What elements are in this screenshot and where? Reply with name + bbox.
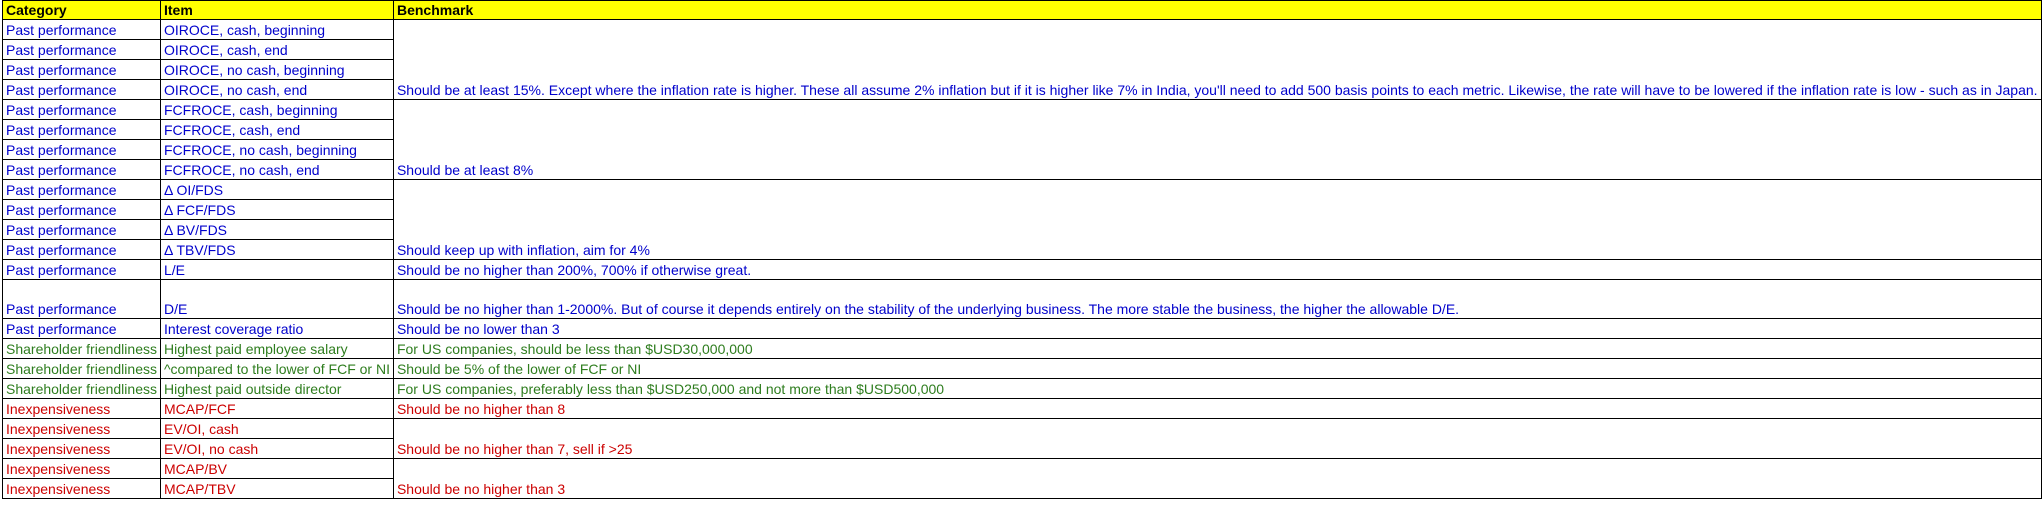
- item-cell[interactable]: MCAP/TBV: [160, 479, 393, 499]
- table-row: [3, 260, 2042, 280]
- category-cell[interactable]: Past performance: [3, 160, 161, 180]
- header-benchmark[interactable]: Benchmark: [393, 1, 2041, 20]
- category-cell[interactable]: Inexpensiveness: [3, 439, 161, 459]
- item-cell[interactable]: FCFROCE, cash, end: [160, 120, 393, 140]
- table-row: [3, 280, 2042, 319]
- item-cell[interactable]: Interest coverage ratio: [160, 319, 393, 339]
- item-cell[interactable]: L/E: [160, 260, 393, 280]
- benchmark-cell[interactable]: Should be at least 15%. Except where the inflation rate is higher. These all assume 2% inflation but if it is higher like 7% in India, you'll need to add 500 basis points to each metric. Likewise, the rate will have to be lowered if the inflation rate is low - such as in Japan.: [393, 20, 2041, 100]
- benchmark-cell[interactable]: Should be at least 8%: [393, 100, 2041, 180]
- item-cell[interactable]: Highest paid employee salary: [160, 339, 393, 359]
- category-cell[interactable]: Past performance: [3, 319, 161, 339]
- table-row: [3, 379, 2042, 399]
- category-cell[interactable]: Past performance: [3, 200, 161, 220]
- category-cell[interactable]: Shareholder friendliness: [3, 359, 161, 379]
- benchmark-cell[interactable]: Should keep up with inflation, aim for 4%: [393, 180, 2041, 260]
- category-cell[interactable]: Inexpensiveness: [3, 419, 161, 439]
- item-cell[interactable]: OIROCE, no cash, beginning: [160, 60, 393, 80]
- item-cell[interactable]: Highest paid outside director: [160, 379, 393, 399]
- item-cell[interactable]: FCFROCE, cash, beginning: [160, 100, 393, 120]
- table-row: [3, 319, 2042, 339]
- item-cell[interactable]: D/E: [160, 280, 393, 319]
- item-cell[interactable]: MCAP/BV: [160, 459, 393, 479]
- item-cell[interactable]: Δ FCF/FDS: [160, 200, 393, 220]
- header-category[interactable]: Category: [3, 1, 161, 20]
- category-cell[interactable]: Past performance: [3, 260, 161, 280]
- table-row: [3, 399, 2042, 419]
- table-row: [3, 100, 2042, 120]
- benchmark-cell[interactable]: Should be no higher than 7, sell if >25: [393, 419, 2041, 459]
- benchmark-cell[interactable]: Should be no lower than 3: [393, 319, 2041, 339]
- item-cell[interactable]: MCAP/FCF: [160, 399, 393, 419]
- benchmark-cell[interactable]: Should be 5% of the lower of FCF or NI: [393, 359, 2041, 379]
- item-cell[interactable]: Δ OI/FDS: [160, 180, 393, 200]
- category-cell[interactable]: Past performance: [3, 120, 161, 140]
- header-row: [3, 1, 2042, 20]
- category-cell[interactable]: Past performance: [3, 40, 161, 60]
- benchmark-table: [2, 0, 2042, 499]
- category-cell[interactable]: Inexpensiveness: [3, 479, 161, 499]
- table-row: [3, 180, 2042, 200]
- item-cell[interactable]: Δ BV/FDS: [160, 220, 393, 240]
- benchmark-cell[interactable]: Should be no higher than 8: [393, 399, 2041, 419]
- item-cell[interactable]: FCFROCE, no cash, beginning: [160, 140, 393, 160]
- benchmark-cell[interactable]: Should be no higher than 1-2000%. But of course it depends entirely on the stability of the underlying business. The more stable the business, the higher the allowable D/E.: [393, 280, 2041, 319]
- table-row: [3, 419, 2042, 439]
- header-item[interactable]: Item: [160, 1, 393, 20]
- item-cell[interactable]: OIROCE, cash, end: [160, 40, 393, 60]
- table-row: [3, 339, 2042, 359]
- category-cell[interactable]: Past performance: [3, 180, 161, 200]
- item-cell[interactable]: Δ TBV/FDS: [160, 240, 393, 260]
- category-cell[interactable]: Past performance: [3, 100, 161, 120]
- item-cell[interactable]: OIROCE, no cash, end: [160, 80, 393, 100]
- item-cell[interactable]: EV/OI, no cash: [160, 439, 393, 459]
- benchmark-cell[interactable]: Should be no higher than 3: [393, 459, 2041, 499]
- item-cell[interactable]: ^compared to the lower of FCF or NI: [160, 359, 393, 379]
- benchmark-cell[interactable]: For US companies, preferably less than $USD250,000 and not more than $USD500,000: [393, 379, 2041, 399]
- category-cell[interactable]: Shareholder friendliness: [3, 339, 161, 359]
- category-cell[interactable]: Past performance: [3, 80, 161, 100]
- category-cell[interactable]: Past performance: [3, 20, 161, 40]
- table-row: [3, 20, 2042, 40]
- category-cell[interactable]: Inexpensiveness: [3, 399, 161, 419]
- category-cell[interactable]: Past performance: [3, 60, 161, 80]
- table-row: [3, 359, 2042, 379]
- category-cell[interactable]: Past performance: [3, 280, 161, 319]
- item-cell[interactable]: OIROCE, cash, beginning: [160, 20, 393, 40]
- category-cell[interactable]: Past performance: [3, 140, 161, 160]
- benchmark-cell[interactable]: Should be no higher than 200%, 700% if otherwise great.: [393, 260, 2041, 280]
- category-cell[interactable]: Past performance: [3, 220, 161, 240]
- item-cell[interactable]: FCFROCE, no cash, end: [160, 160, 393, 180]
- category-cell[interactable]: Past performance: [3, 240, 161, 260]
- benchmark-cell[interactable]: For US companies, should be less than $USD30,000,000: [393, 339, 2041, 359]
- category-cell[interactable]: Inexpensiveness: [3, 459, 161, 479]
- item-cell[interactable]: EV/OI, cash: [160, 419, 393, 439]
- category-cell[interactable]: Shareholder friendliness: [3, 379, 161, 399]
- table-row: [3, 459, 2042, 479]
